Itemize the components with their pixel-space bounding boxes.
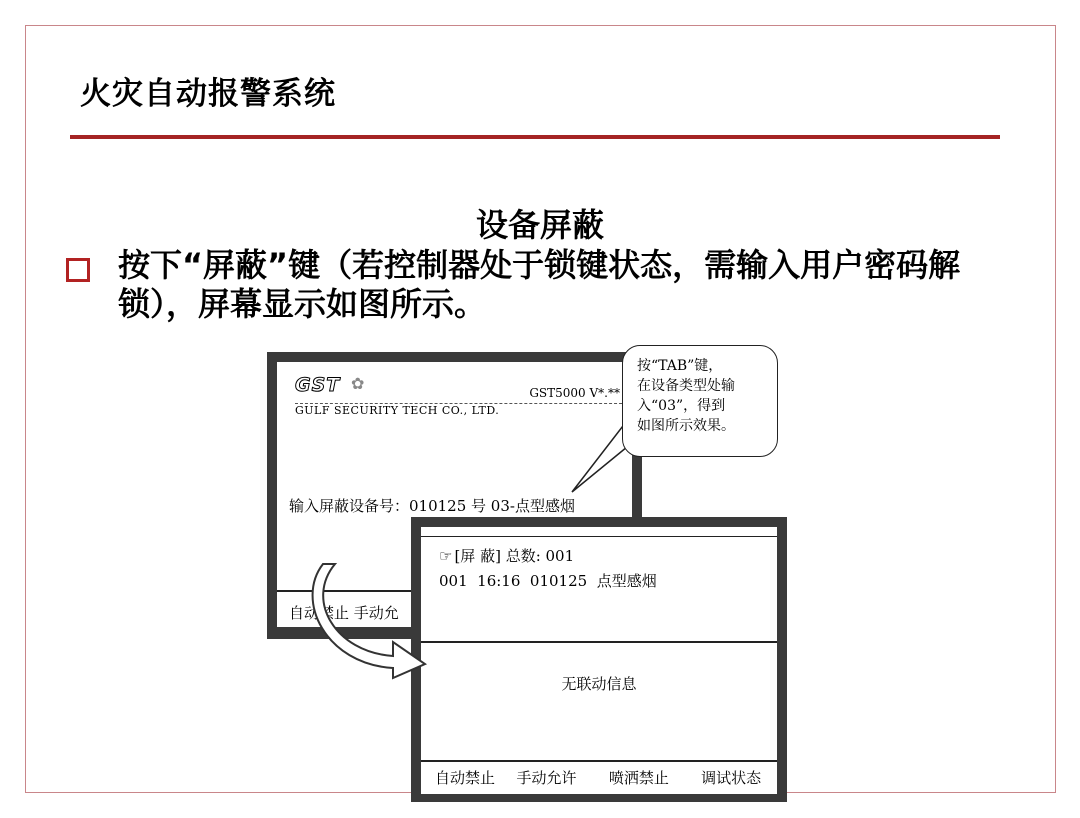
callout-line-2: 在设备类型处输 [637, 378, 735, 394]
section-heading: 设备屏蔽 [475, 206, 604, 244]
pointing-hand-icon: ☞ [439, 547, 453, 565]
middle-divider [421, 641, 777, 643]
bullet-text: 按下“屏蔽”键（若控制器处于锁键状态，需输入用户密码解锁），屏幕显示如图所示。 [118, 246, 961, 323]
gst-logo: GST [295, 374, 341, 396]
screen1-status-footer: 自动禁止 手动允 [289, 604, 399, 622]
shield-count-header [439, 545, 574, 566]
callout-line-4: 如图所示效果。 [637, 418, 735, 434]
company-name: GULF SECURITY TECH CO., LTD. [295, 404, 500, 417]
callout-line-1: 按“TAB”键， [637, 358, 723, 374]
controller-screen-result [411, 517, 787, 802]
shield-device-input-line: 输入屏蔽设备号：010125 号 03-点型感烟 [289, 497, 575, 515]
no-linkage-message: 无联动信息 [561, 675, 637, 693]
model-version: GST5000 V*.** [529, 386, 620, 400]
hollow-square-bullet-icon [66, 258, 90, 282]
top-divider [421, 536, 777, 537]
screen2-status-footer: 自动禁止 手动允许 喷洒禁止 调试状态 [435, 769, 762, 787]
callout-line-3: 入“03”，得到 [637, 398, 726, 414]
curved-arrow-icon [305, 560, 435, 680]
title-divider [70, 135, 1000, 139]
slide-title: 火灾自动报警系统 [80, 76, 336, 112]
shield-count-label: [屏 蔽] 总数: 001 [454, 547, 575, 565]
logo-swoosh-icon: ✿ [351, 374, 365, 393]
shield-record-row: 001 16:16 010125 点型感烟 [439, 572, 657, 590]
footer-divider [421, 760, 777, 762]
callout-bubble [622, 345, 778, 457]
